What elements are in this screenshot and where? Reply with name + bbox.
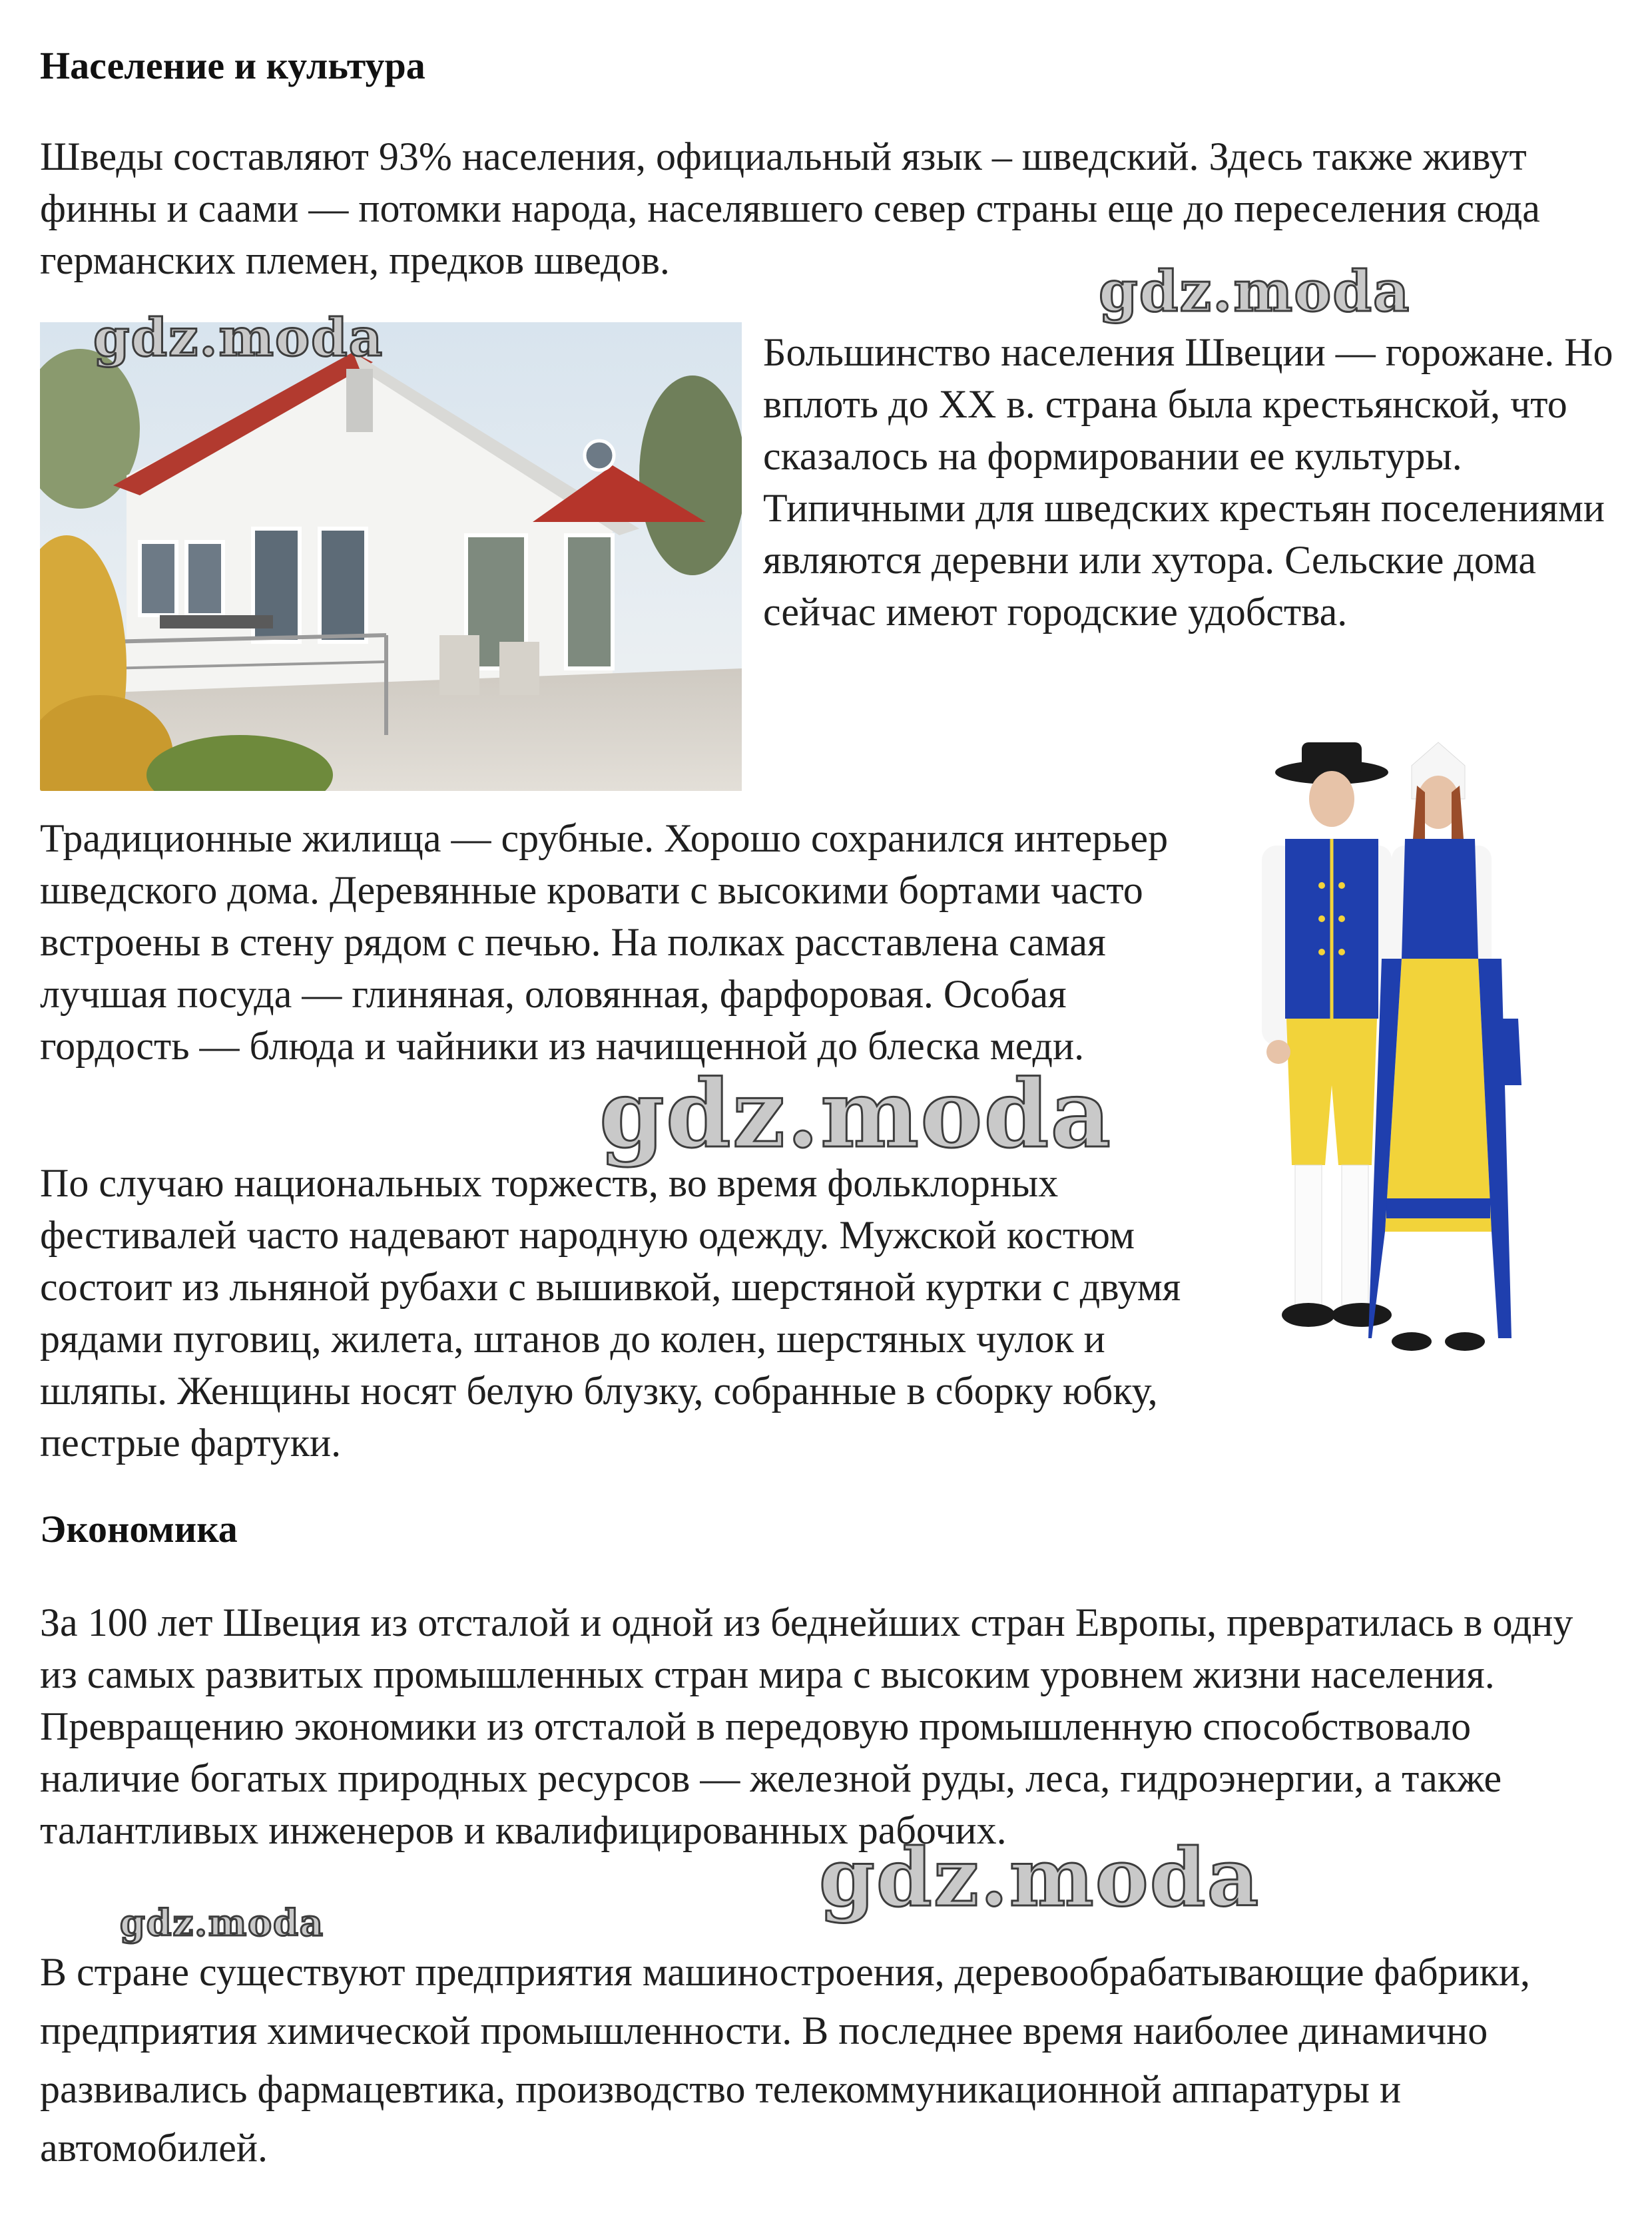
watermark: gdz.moda [1099,258,1411,324]
paragraph-economy-history: За 100 лет Швеция из отсталой и одной из беднейших стран Европы, превратилась в одну из самых развитых промышленных стран мира с высоким уровнем жизни населения. Превращению экономики из отсталой в передовую промышленную способствовало наличие богатых природных ресурсов — железной руды, леса, гидроэнергии, а также талантливых инженеров и квалифицированных рабочих. [40,1601,1573,1852]
watermark: gdz.moda [120,1901,324,1944]
swedish-folk-costume-photo [1239,739,1531,1371]
paragraph-economy-industries: В стране существуют предприятия машиностроения, деревообрабатывающие фабрики, предприятия химической промышленности. В последнее время наиболее динамично развивались фармацевтика, производство телекоммуникационной аппаратуры и автомобилей. [40,1950,1530,2170]
paragraph-traditional-dwellings: Традиционные жилища — срубные. Хорошо сохранился интерьер шведского дома. Деревянные кровати с высокими бортами часто встроены в стену рядом с печью. На полках расставлена самая лучшая посуда — глиняная, оловянная, фарфоровая. Особая гордость — блюда и чайники из начищенной до блеска меди. [40,816,1169,1068]
watermark: gdz.moda [599,1060,1113,1169]
paragraph-peasant-culture: Большинство населения Швеции — горожане. Но вплоть до XX в. страна была крестьянской, что сказалось на формировании ее культуры. Типичными для шведских крестьян поселениями являются деревни или хутора. Сельские дома сейчас имеют городские удобства. [763,330,1613,634]
swedish-house-photo [40,322,742,791]
watermark: gdz.moda [93,308,384,368]
section-title-population: Население и культура [40,44,425,87]
paragraph-population-intro: Шведы составляют 93% населения, официальный язык – шведский. Здесь также живут финны и саами — потомки народа, населявшего север страны еще до переселения сюда германских племен, предков шведов. [40,134,1540,282]
section-title-economy: Экономика [40,1507,238,1551]
paragraph-folk-costume: По случаю национальных торжеств, во время фольклорных фестивалей часто надевают народную одежду. Мужской костюм состоит из льняной рубахи с вышивкой, шерстяной куртки с двумя рядами пуговиц, жилета, штанов до колен, шерстяных чулок и шляпы. Женщины носят белую блузку, собранные в сборку юбку, пестрые фартуки. [40,1161,1181,1465]
watermark: gdz.moda [819,1831,1260,1925]
